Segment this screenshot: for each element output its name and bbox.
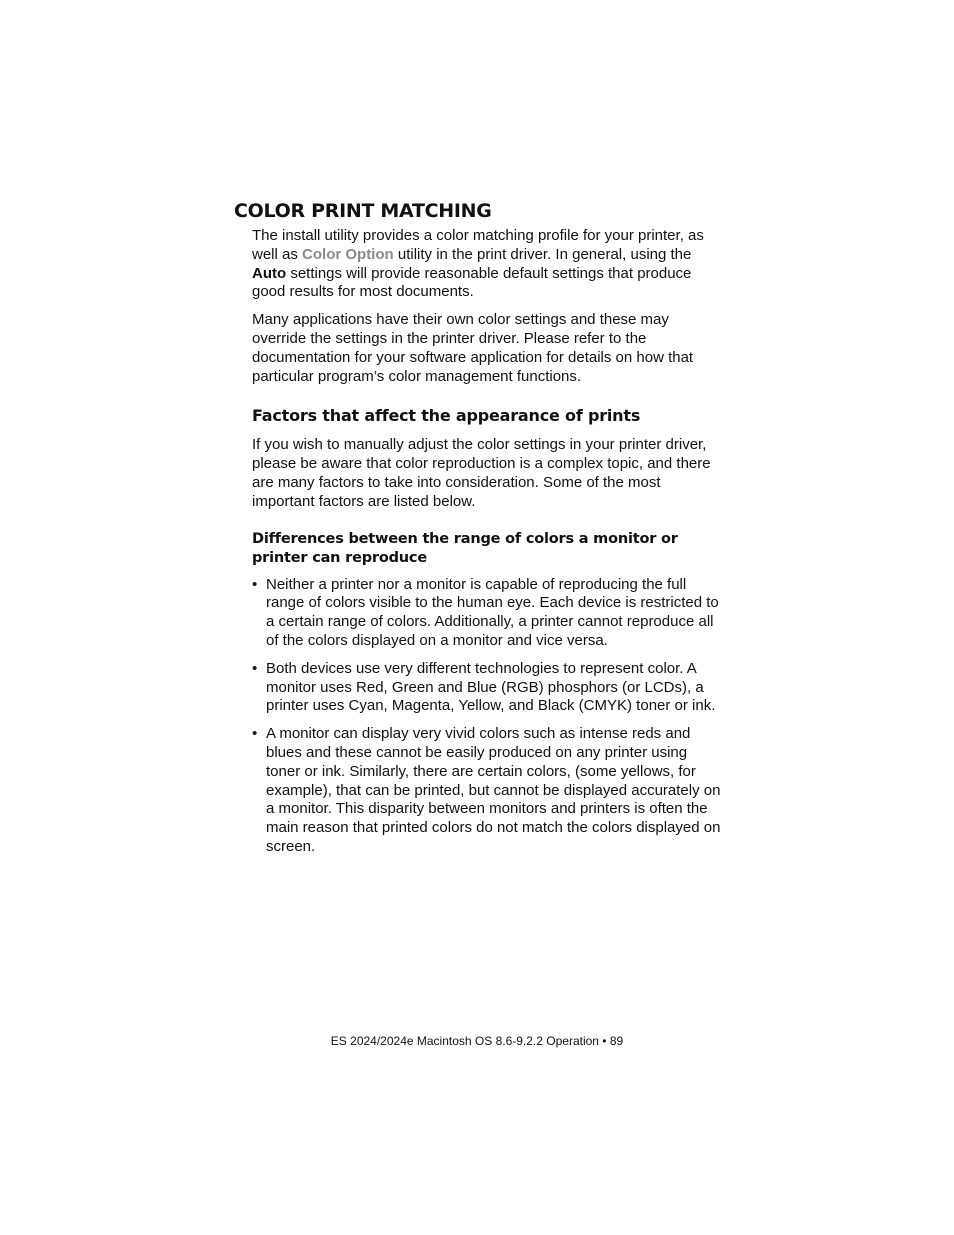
bullet-glyph: •	[252, 725, 258, 743]
list-item	[252, 660, 722, 716]
list-item	[252, 576, 722, 651]
auto-term: Auto	[252, 264, 287, 282]
intro-text-2: utility in the print driver. In general, using the	[393, 245, 692, 263]
page-footer: ES 2024/2024e Macintosh OS 8.6-9.2.2 Operation • 89	[330, 1034, 624, 1048]
differences-heading: Differences between the range of colors a monitor or printer can reproduce	[252, 530, 678, 566]
content-body	[252, 227, 722, 866]
differences-list	[252, 576, 722, 857]
factors-heading: Factors that affect the appearance of prints	[252, 406, 641, 426]
factors-paragraph: If you wish to manually adjust the color settings in your printer driver, please be aware that color reproduction is a complex topic, and there are many factors to take into consideration. Some of the most important factors are listed below.	[252, 436, 711, 510]
list-item-text: Both devices use very different technologies to represent color. A monitor uses Red, Green and Blue (RGB) phosphors (or LCDs), a printer uses Cyan, Magenta, Yellow, and Black (CMYK) toner or ink.	[266, 659, 716, 715]
list-item-text: A monitor can display very vivid colors such as intense reds and blues and these cannot be easily produced on any printer using toner or ink. Similarly, there are certain colors, (some yellows, for example), that can be printed, but cannot be displayed accurately on a monitor. This disparity between monitors and printers is often the main reason that printed colors do not match the colors displayed on screen.	[266, 725, 721, 855]
intro-paragraph	[252, 227, 722, 302]
page-title: COLOR PRINT MATCHING	[234, 200, 492, 222]
applications-paragraph: Many applications have their own color settings and these may override the settings in the printer driver. Please refer to the documentation for your software application for details on how that particular program’s color management functions.	[252, 311, 694, 385]
bullet-glyph: •	[252, 659, 258, 677]
intro-text-1: The install utility provides a color matching profile for your printer, as well as	[252, 227, 704, 263]
bullet-glyph: •	[252, 575, 258, 593]
color-option-term: Color Option	[302, 245, 394, 263]
intro-text-3: settings will provide reasonable default settings that produce good results for most documents.	[252, 264, 692, 301]
list-item-text: Neither a printer nor a monitor is capable of reproducing the full range of colors visible to the human eye. Each device is restricted to a certain range of colors. Additionally, a printer cannot reproduce all of the colors displayed on a monitor and vice versa.	[266, 575, 719, 649]
list-item	[252, 725, 722, 857]
